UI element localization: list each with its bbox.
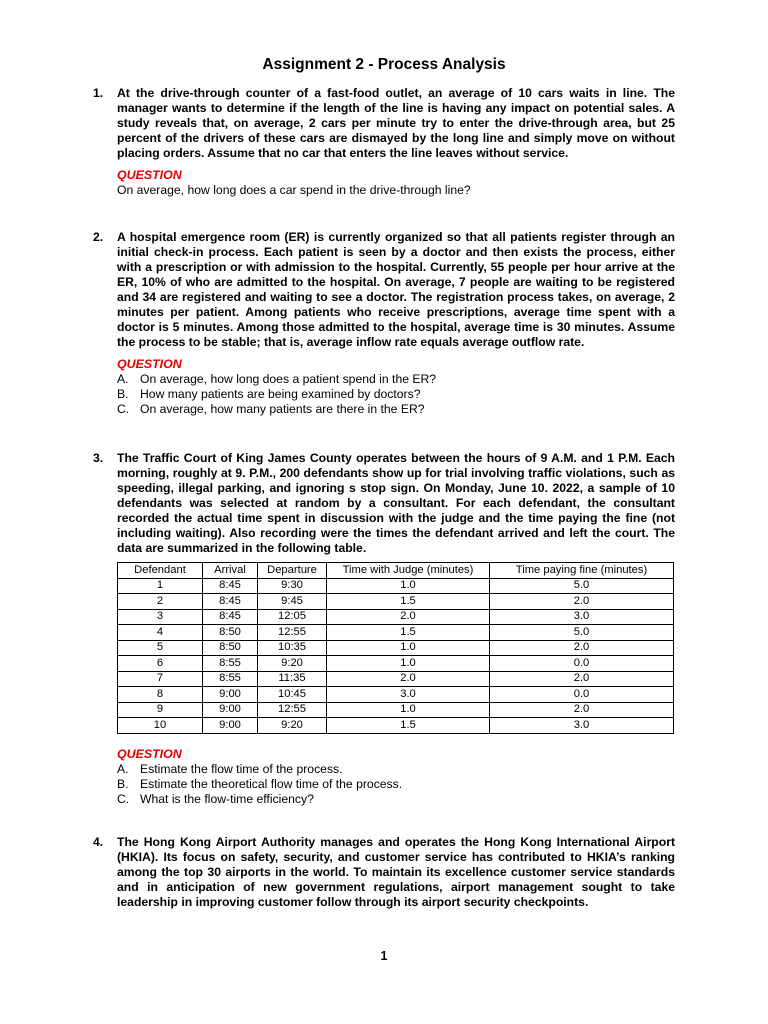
table-cell: 3.0 bbox=[490, 718, 674, 734]
table-cell: 2.0 bbox=[327, 609, 490, 625]
column-header: Arrival bbox=[203, 563, 258, 579]
option-c bbox=[117, 402, 675, 417]
table-cell: 1.5 bbox=[327, 594, 490, 610]
page-number: 1 bbox=[380, 949, 388, 963]
table-row bbox=[118, 702, 674, 718]
table-cell: 2 bbox=[118, 594, 203, 610]
table-cell: 9:00 bbox=[203, 718, 258, 734]
option-letter: B. bbox=[117, 776, 129, 791]
table-cell: 9:30 bbox=[258, 578, 327, 594]
table-cell: 12:05 bbox=[258, 609, 327, 625]
table-cell: 5.0 bbox=[490, 578, 674, 594]
table-cell: 9:20 bbox=[258, 718, 327, 734]
table-cell: 1.0 bbox=[327, 640, 490, 656]
table-cell: 9 bbox=[118, 702, 203, 718]
table-row bbox=[118, 718, 674, 734]
column-header: Defendant bbox=[118, 563, 203, 579]
table-row bbox=[118, 671, 674, 687]
table-cell: 9:20 bbox=[258, 656, 327, 672]
column-header: Time with Judge (minutes) bbox=[327, 563, 490, 579]
table-cell: 8:50 bbox=[203, 625, 258, 641]
problem-number: 1. bbox=[93, 86, 104, 100]
option-text: How many patients are being examined by doctors? bbox=[140, 387, 421, 401]
table-cell: 2.0 bbox=[490, 640, 674, 656]
option-a bbox=[117, 372, 675, 387]
option-text: On average, how long does a patient spend in the ER? bbox=[140, 372, 437, 386]
table-cell: 8:55 bbox=[203, 656, 258, 672]
column-header: Departure bbox=[258, 563, 327, 579]
table-cell: 0.0 bbox=[490, 687, 674, 703]
table-header-row bbox=[118, 563, 674, 579]
table-cell: 1.5 bbox=[327, 625, 490, 641]
table-cell: 8:45 bbox=[203, 609, 258, 625]
table-body bbox=[118, 578, 674, 733]
problem-text: The Hong Kong Airport Authority manages and operates the Hong Kong International Airport (HKIA). Its focus on safety, security, and customer service has contributed to HKIA’s ranking among the top 30 airports in the world. To maintain its excellence customer service standards and in anticipation of new government regulations, airport management sought to take leadership in improving customer follow through its airport security checkpoints. bbox=[117, 835, 675, 909]
table-cell: 7 bbox=[118, 671, 203, 687]
table-row bbox=[118, 640, 674, 656]
option-letter: A. bbox=[117, 372, 129, 386]
option-a bbox=[117, 762, 675, 777]
option-text: Estimate the theoretical flow time of the process. bbox=[140, 776, 403, 791]
table-row bbox=[118, 609, 674, 625]
page-title: Assignment 2 - Process Analysis bbox=[262, 56, 506, 73]
option-b bbox=[117, 387, 675, 402]
table-cell: 10 bbox=[118, 718, 203, 734]
table-cell: 12:55 bbox=[258, 625, 327, 641]
table-cell: 3.0 bbox=[327, 687, 490, 703]
problem-3 bbox=[93, 451, 675, 807]
table-cell: 1.0 bbox=[327, 702, 490, 718]
option-letter: C. bbox=[117, 402, 130, 416]
table-cell: 8:45 bbox=[203, 594, 258, 610]
table-cell: 8:50 bbox=[203, 640, 258, 656]
table-cell: 1.5 bbox=[327, 718, 490, 734]
problem-number: 2. bbox=[93, 230, 104, 244]
problem-1 bbox=[93, 86, 675, 198]
table-cell: 2.0 bbox=[490, 702, 674, 718]
table-cell: 6 bbox=[118, 656, 203, 672]
option-text: Estimate the flow time of the process. bbox=[140, 761, 343, 776]
problem-text: At the drive-through counter of a fast-food outlet, an average of 10 cars waits in line. The manager wants to determine if the length of the line is having any impact on potential sales. A study reveals that, on average, 2 cars per minute try to enter the drive-through area, but 25 percent of the drivers of these cars are dismayed by the long line and simply move on without placing orders. Assume that no car that enters the line leaves without service. bbox=[117, 86, 675, 160]
table-cell: 1.0 bbox=[327, 578, 490, 594]
problem-2 bbox=[93, 230, 675, 417]
table-row bbox=[118, 687, 674, 703]
table-row bbox=[118, 578, 674, 594]
table-cell: 4 bbox=[118, 625, 203, 641]
table-cell: 2.0 bbox=[490, 594, 674, 610]
table-cell: 3.0 bbox=[490, 609, 674, 625]
table-cell: 5 bbox=[118, 640, 203, 656]
problem-4 bbox=[93, 835, 675, 910]
table-cell: 5.0 bbox=[490, 625, 674, 641]
table-cell: 2.0 bbox=[490, 671, 674, 687]
table-cell: 9:45 bbox=[258, 594, 327, 610]
table-cell: 12:55 bbox=[258, 702, 327, 718]
table-cell: 1.0 bbox=[327, 656, 490, 672]
question-label: QUESTION bbox=[117, 746, 182, 761]
table-cell: 1 bbox=[118, 578, 203, 594]
table-cell: 8:45 bbox=[203, 578, 258, 594]
question-text: On average, how long does a car spend in the drive-through line? bbox=[117, 183, 471, 197]
table-cell: 8 bbox=[118, 687, 203, 703]
table-cell: 8:55 bbox=[203, 671, 258, 687]
table-cell: 9:00 bbox=[203, 702, 258, 718]
option-letter: B. bbox=[117, 387, 129, 401]
option-letter: C. bbox=[117, 791, 130, 806]
table-cell: 0.0 bbox=[490, 656, 674, 672]
table-cell: 10:35 bbox=[258, 640, 327, 656]
column-header: Time paying fine (minutes) bbox=[490, 563, 674, 579]
table-cell: 3 bbox=[118, 609, 203, 625]
table-cell: 2.0 bbox=[327, 671, 490, 687]
table-row bbox=[118, 625, 674, 641]
option-text: What is the flow-time efficiency? bbox=[140, 791, 314, 806]
option-c bbox=[117, 792, 675, 807]
table-cell: 9:00 bbox=[203, 687, 258, 703]
table-cell: 10:45 bbox=[258, 687, 327, 703]
defendant-table bbox=[117, 562, 674, 734]
problem-text: A hospital emergence room (ER) is currently organized so that all patients register through an initial check-in process. Each patient is seen by a doctor and then exists the process, either with a prescription or with admission to the hospital. Currently, 55 people per hour arrive at the ER, 10% of who are admitted to the hospital. On average, 7 people are waiting to be registered and 34 are registered and waiting to see a doctor. The registration process takes, on average, 2 minutes per patient. Among patients who receive prescriptions, average time spent with a doctor is 5 minutes. Among those admitted to the hospital, average time is 30 minutes. Assume the process to be stable; that is, average inflow rate equals average outflow rate. bbox=[117, 230, 675, 349]
question-label: QUESTION bbox=[117, 357, 182, 371]
problem-text: The Traffic Court of King James County operates between the hours of 9 A.M. and 1 P.M. Each morning, roughly at 9. P.M., 200 defendants show up for trial involving traffic violations, such as speeding, illegal parking, and ignoring s stop sign. On Monday, June 10. 2022, a sample of 10 defendants was selected at random by a consultant. For each defendant, the consultant recorded the actual time spent in discussion with the judge and the time paying the fine (not including waiting). Also recording were the times the defendant arrived and left the court. The data are summarized in the following table. bbox=[117, 451, 675, 555]
table-row bbox=[118, 594, 674, 610]
table-row bbox=[118, 656, 674, 672]
question-label: QUESTION bbox=[117, 168, 182, 182]
problem-number: 3. bbox=[93, 451, 104, 465]
table-cell: 11:35 bbox=[258, 671, 327, 687]
option-b bbox=[117, 777, 675, 792]
option-letter: A. bbox=[117, 761, 129, 776]
option-text: On average, how many patients are there in the ER? bbox=[140, 402, 425, 416]
problem-number: 4. bbox=[93, 835, 104, 849]
